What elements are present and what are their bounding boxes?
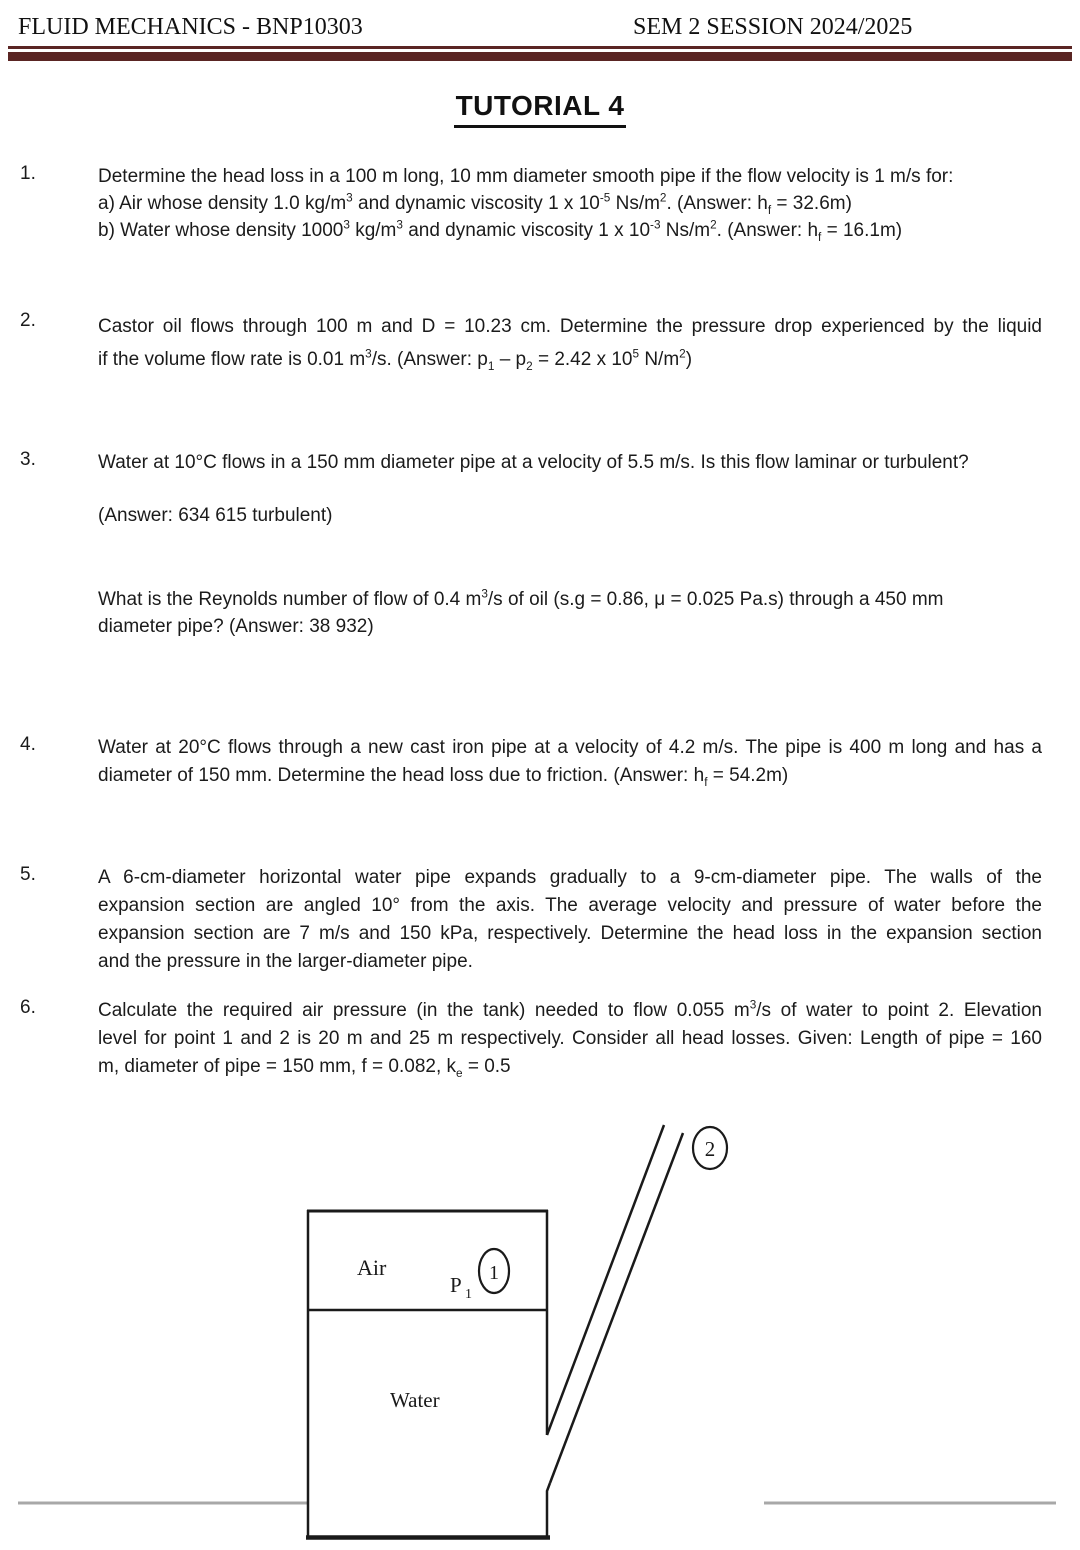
question-1-line-1: Determine the head loss in a 100 m long, 10 mm diameter smooth pipe if the flow velocity is 1 m/s for: <box>98 166 954 187</box>
question-5-line-1: A 6-cm-diameter horizontal water pipe expands gradually to a 9-cm-diameter pipe. The walls of the <box>98 867 1042 888</box>
question-4-line-1: Water at 20°C flows through a new cast iron pipe at a velocity of 4.2 m/s. The pipe is 400 m long and has a <box>98 737 1042 758</box>
point-2-label: 2 <box>704 1137 716 1161</box>
tank-pipe-diagram <box>0 1100 1080 1550</box>
header-rule-thick <box>8 52 1072 61</box>
page-title: TUTORIAL 4 <box>454 90 627 128</box>
pressure-p-label: P <box>450 1273 462 1297</box>
tank-right-wall-lower <box>547 1483 550 1538</box>
question-6-line-1: Calculate the required air pressure (in the tank) needed to flow 0.055 $m^3/s$ of water to point 2. Elevation <box>98 998 1042 1021</box>
pipe-lower-line <box>550 1133 683 1483</box>
question-5-line-3: expansion section are 7 m/s and 150 kPa, respectively. Determine the head loss in the expansion section <box>98 923 1042 944</box>
title-row <box>0 90 1080 128</box>
question-3-answer: (Answer: 634 615 turbulent) <box>98 505 333 526</box>
question-3-part2-line-1: What is the Reynolds number of flow of 0.4 $m^3/s$ of oil (s.g = 0.86, μ = 0.025 Pa.s) through a 450 mm <box>98 587 944 610</box>
question-4-line-2: diameter of 150 mm. Determine the head loss due to friction. (Answer: $h_f = 54.2m$) <box>98 765 789 789</box>
question-1-line-3: b) Water whose density 1000$^3$ $kg/m^3$ and dynamic viscosity 1 x $10^{-3}$ $Ns/m^2$. (Answer: $h_f = 16.1m$) <box>98 218 903 244</box>
question-2-line-2: if the volume flow rate is 0.01 $m^3/s$. (Answer: $p_1 - p_2 = 2.42$ x $10^5$ $N/m^2$) <box>98 347 693 373</box>
header-course-code: FLUID MECHANICS - BNP10303 <box>18 14 363 40</box>
point-1-label: 1 <box>489 1262 499 1284</box>
question-6-line-2: level for point 1 and 2 is 20 m and 25 m respectively. Consider all head losses. Given: Length of pipe = 160 <box>98 1028 1042 1049</box>
pressure-p-subscript: 1 <box>465 1287 472 1302</box>
header-rule-thin <box>8 46 1072 49</box>
question-2-line-1: Castor oil flows through 100 m and D = 10.23 cm. Determine the pressure drop experienced by the liquid <box>98 316 1042 337</box>
question-5-number: 5. <box>20 864 36 885</box>
question-5-line-4: and the pressure in the larger-diameter pipe. <box>98 951 473 972</box>
question-1-line-2: a) Air whose density 1.0 $kg/m^3$ and dynamic viscosity 1 x $10^{-5}$ $Ns/m^2$. (Answer: $h_f = 32.6m$) <box>98 191 852 217</box>
question-3-part2-line-2: diameter pipe? (Answer: 38 932) <box>98 616 374 637</box>
question-3-part1: Water at 10°C flows in a 150 mm diameter pipe at a velocity of 5.5 m/s. Is this flow laminar or turbulent? <box>98 452 969 473</box>
question-2-number: 2. <box>20 310 36 331</box>
water-label: Water <box>390 1388 440 1412</box>
question-4-number: 4. <box>20 734 36 755</box>
question-6-number: 6. <box>20 997 36 1018</box>
question-5-line-2: expansion section are angled 10° from the axis. The average velocity and pressure of water before the <box>98 895 1042 916</box>
page-header <box>0 14 1080 46</box>
question-1-number: 1. <box>20 163 36 184</box>
air-label: Air <box>357 1255 387 1280</box>
question-3-number: 3. <box>20 449 36 470</box>
question-6-line-3: m, diameter of pipe = 150 mm, f = 0.082, $k_e = 0.5$ <box>98 1056 511 1080</box>
header-session: SEM 2 SESSION 2024/2025 <box>633 14 913 40</box>
pipe-upper-line <box>547 1125 664 1435</box>
